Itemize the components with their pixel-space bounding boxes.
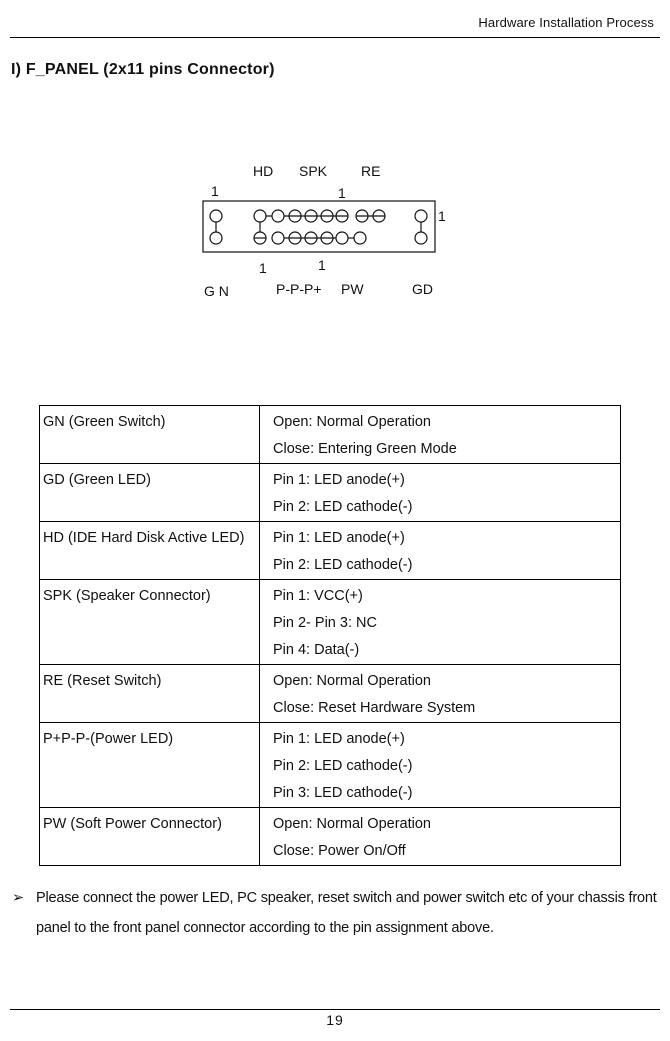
pin-name-cell xyxy=(40,665,260,723)
connector-outline xyxy=(203,201,435,252)
pin-name-cell xyxy=(40,464,260,522)
pin-description-cell xyxy=(260,522,621,580)
pin-description-cell xyxy=(260,723,621,808)
f-panel-connector-diagram xyxy=(0,0,670,320)
spk-label: SPK xyxy=(299,163,328,179)
table-row xyxy=(40,580,621,665)
pin-description-line: Close: Reset Hardware System xyxy=(273,700,476,716)
installation-note xyxy=(12,883,657,943)
arrow-bullet-icon: ➢ xyxy=(12,890,24,906)
pin1-mark-right: 1 xyxy=(438,208,446,224)
pin-top-gn xyxy=(210,210,222,222)
pin-name: GD (Green LED) xyxy=(43,472,151,488)
section-title: I) F_PANEL (2x11 pins Connector) xyxy=(11,61,275,78)
pin-description-line: Pin 1: LED anode(+) xyxy=(273,731,405,747)
pin-description-line: Pin 1: LED anode(+) xyxy=(273,472,405,488)
pin-description-line: Pin 2: LED cathode(-) xyxy=(273,499,413,515)
pin-bottom-pw-1 xyxy=(336,232,348,244)
pin-description-line: Close: Power On/Off xyxy=(273,843,406,859)
pin-description-line: Open: Normal Operation xyxy=(273,673,431,689)
pin-bottom-gn xyxy=(210,232,222,244)
pw-label: PW xyxy=(341,281,364,297)
pin-name-cell xyxy=(40,522,260,580)
pin1-mark-top-middle: 1 xyxy=(338,185,346,201)
pin-name-cell xyxy=(40,580,260,665)
power-led-label: P-P-P+ xyxy=(276,281,322,297)
pin-name: P+P-P-(Power LED) xyxy=(43,731,174,747)
table-row xyxy=(40,522,621,580)
pin-bottom-pw-2 xyxy=(354,232,366,244)
pin-bottom-gd xyxy=(415,232,427,244)
pin-top-hd-2 xyxy=(272,210,284,222)
pin-name-cell xyxy=(40,406,260,464)
pin-name: SPK (Speaker Connector) xyxy=(43,588,211,604)
table-row xyxy=(40,723,621,808)
pin-name-cell xyxy=(40,808,260,866)
pin-description-cell xyxy=(260,665,621,723)
table-row xyxy=(40,406,621,464)
table-row xyxy=(40,808,621,866)
pin-name: HD (IDE Hard Disk Active LED) xyxy=(43,530,245,546)
pin-name: GN (Green Switch) xyxy=(43,414,166,430)
pin-description-line: Pin 2- Pin 3: NC xyxy=(273,615,377,631)
page-number: 19 xyxy=(326,1012,344,1028)
pin1-mark-bottom-middle: 1 xyxy=(318,257,326,273)
table-row xyxy=(40,665,621,723)
pin-description-line: Pin 3: LED cathode(-) xyxy=(273,785,413,801)
pin-name: PW (Soft Power Connector) xyxy=(43,816,222,832)
pin-name-cell xyxy=(40,723,260,808)
pin-description-cell xyxy=(260,580,621,665)
pin1-mark-bottom-left: 1 xyxy=(259,260,267,276)
pin-assignment-table xyxy=(39,405,621,866)
pin-description-line: Open: Normal Operation xyxy=(273,816,431,832)
pin-bottom-power-2 xyxy=(272,232,284,244)
footer-rule xyxy=(10,1009,660,1010)
pin-description-line: Pin 2: LED cathode(-) xyxy=(273,557,413,573)
pin-name: RE (Reset Switch) xyxy=(43,673,162,689)
pin-top-gd xyxy=(415,210,427,222)
pin-description-cell xyxy=(260,464,621,522)
pin-description-line: Close: Entering Green Mode xyxy=(273,441,457,457)
hd-label: HD xyxy=(253,163,274,179)
pin-description-line: Open: Normal Operation xyxy=(273,414,431,430)
pin-description-cell xyxy=(260,406,621,464)
table-row xyxy=(40,464,621,522)
pin-description-cell xyxy=(260,808,621,866)
gn-label: G N xyxy=(204,283,229,299)
pin-description-line: Pin 1: LED anode(+) xyxy=(273,530,405,546)
re-label: RE xyxy=(361,163,381,179)
pin-description-line: Pin 4: Data(-) xyxy=(273,642,360,658)
gd-label: GD xyxy=(412,281,433,297)
pin-top-hd-1 xyxy=(254,210,266,222)
note-text: Please connect the power LED, PC speaker, reset switch and power switch etc of your chassis front panel to the front panel connector according to the pin assignment above. xyxy=(36,890,657,936)
pin1-mark-top-left: 1 xyxy=(211,183,219,199)
header-title: Hardware Installation Process xyxy=(478,15,654,30)
pin-description-line: Pin 2: LED cathode(-) xyxy=(273,758,413,774)
pin-description-line: Pin 1: VCC(+) xyxy=(273,588,363,604)
